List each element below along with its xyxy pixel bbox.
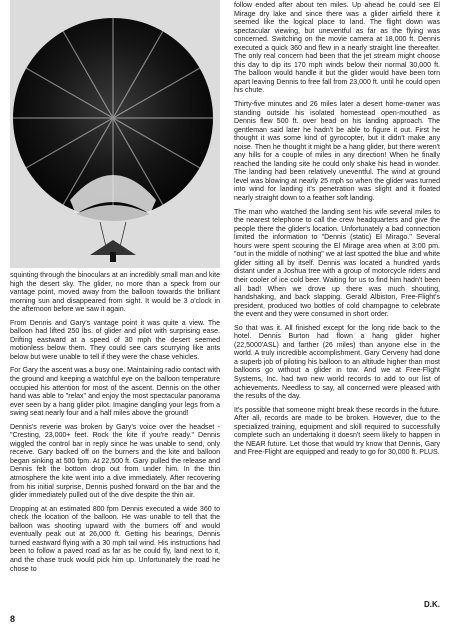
author-signoff: D.K.	[424, 600, 440, 609]
right-paragraph: It's possible that someone might break these records in the future. After all, records are made to be broken. However, due to the specialized training, equipment and skill required to successfully complete such an undertaking it doesn't seem likely to happen in the NEAR future. Let those that would try know that Dennis, Gary and Free-Flight are equipped and ready to go for 30,000 ft. PLUS.	[234, 406, 440, 457]
page-number: 8	[10, 614, 16, 624]
left-paragraph: squinting through the binoculars at an incredibly small man and kite high the desert sky. The glider, no more than a speck from our vantage point, moved away from the balloon towards the brilliant morning sun and disappeared from sight. It would be 3 o'clock in the afternoon before we saw it again.	[10, 272, 220, 314]
left-paragraph: Dennis's reverie was broken by Gary's voice over the headset - "Cresting, 23,000+ feet. Rock the kite if you're ready." Dennis wiggled the control bar in reply since he was unable to send, only receive. Gary backed off on the burners and the kite and balloon began sinking at 500 fpm. At 22,500 ft. Gary pulled the release and Dennis felt the bottom drop out from under him. In the thin atmosphere the kite went into a dive immediately. After recovering from his initial surprise, Dennis pushed forward on the bar and the glider immediately pulled out of the dive despite the thin air.	[10, 423, 220, 500]
left-column-text	[10, 272, 220, 579]
left-paragraph: Dropping at an estimated 800 fpm Dennis executed a wide 360 to check the location of the balloon. He was unable to tell that the balloon was shooting upward with the burners off and would eventually peak out at 26,000 ft. Getting his bearings, Dennis turned eastward flying with a 30 mph tail wind. His instructions had been to follow a paved road as far as he could fly, land next to it, and the chase truck would pick him up. Unfortunately the road he chose to	[10, 505, 220, 573]
right-paragraph: follow ended after about ten miles. Up ahead he could see El Mirage dry lake and since there was a glider airfield there it seemed like the logical place to land. The flight down was spectacular viewing, but uneventful as far as the flying was concerned. Switching on the movie camera at 18,000 ft. Dennis executed a quick 360 and flew in a nearly straight line thereafter. The only real concern had been that the jet stream might choose this day to dip its 170 mph winds below their normal 30,000 ft. The balloon would handle it but the glider would have been torn apart leaving Dennis to free fall from 23,000 ft. until he could open his chute.	[234, 2, 440, 95]
left-paragraph: For Gary the ascent was a busy one. Maintaining radio contact with the ground and keeping a watchful eye on the balloon temperature occupied his attention for most of the ascent. Dennis on the other hand was able to "relax" and enjoy the most spectacular panorama ever seen by a hang glider pilot. Imagine dangling your legs from a swing seat nearly four and a half miles above the ground!	[10, 367, 220, 418]
left-paragraph: From Dennis and Gary's vantage point it was quite a view. The balloon had lifted 250 lbs. of glider and pilot with surprising ease. Drifting eastward at a speed of 30 mph the desert seemed motionless below them. They could see cars scurrying like ants below but were unable to tell if they were the chase vehicles.	[10, 319, 220, 361]
right-paragraph: So that was it. All finished except for the long ride back to the hotel. Dennis Burton had flown a hang glider higher (22,5000'ASL) and farther (26 miles) than anyone else in the world. A truly incredible accomplishment. Gary Cerveny had done a superb job of piloting his balloon to an altitude higher than most balloons go without a glider in tow. And we at Free-Flight Systems, Inc. had two new world records to add to our list of achievements. Needless to say, all concerned were pleased with the results of the day.	[234, 324, 440, 401]
right-paragraph: The man who watched the landing sent his wife several miles to the nearest telephone to call the crew headquarters and give the people there the glider's location. Unfortunately a bad connection limited the information to "Dennis (static) El Mirago." Several hours were spent scouring the El Mirage area when at 3:00 pm. "out in the middle of nothing" we at last spotted the blue and white glider sitting all by itself. Dennis was located a hundred yards distant under a Joshua tree with a group of motorcycle riders and their cooler of ice cold beer. Waiting for us to find him hadn't been all bad! When we drove up there was much shouting, handshaking, and back slapping. Gerald Albiston, Free-Flight's president, produced two bottles of cold champagne to celebrate the event and they were consumed in short order.	[234, 208, 440, 319]
balloon-photo	[10, 0, 220, 268]
balloon-underside-illustration	[10, 0, 220, 268]
right-column-text	[234, 2, 440, 463]
right-paragraph: Thirty-five minutes and 26 miles later a desert home-owner was standing outside his isolated homestead open-mouthed as Dennis flew 500 ft. over head on his landing approach. The gentleman said later he hadn't be able to figure it out. First he thought it was some kind of gyrocopter, but it didn't make any noise. Then he thought it might be a hang glider, but there weren't any hills for a couple of miles in any direction! When he finally reached the landing site he could only shake his head in wonder. The landing had been relatively uneventful. The wind at ground level was blowing at nearly 25 mph so when the glider was turned into wind for landing it's penetration was slight and it floated nearly straight down to a feather soft landing.	[234, 101, 440, 203]
